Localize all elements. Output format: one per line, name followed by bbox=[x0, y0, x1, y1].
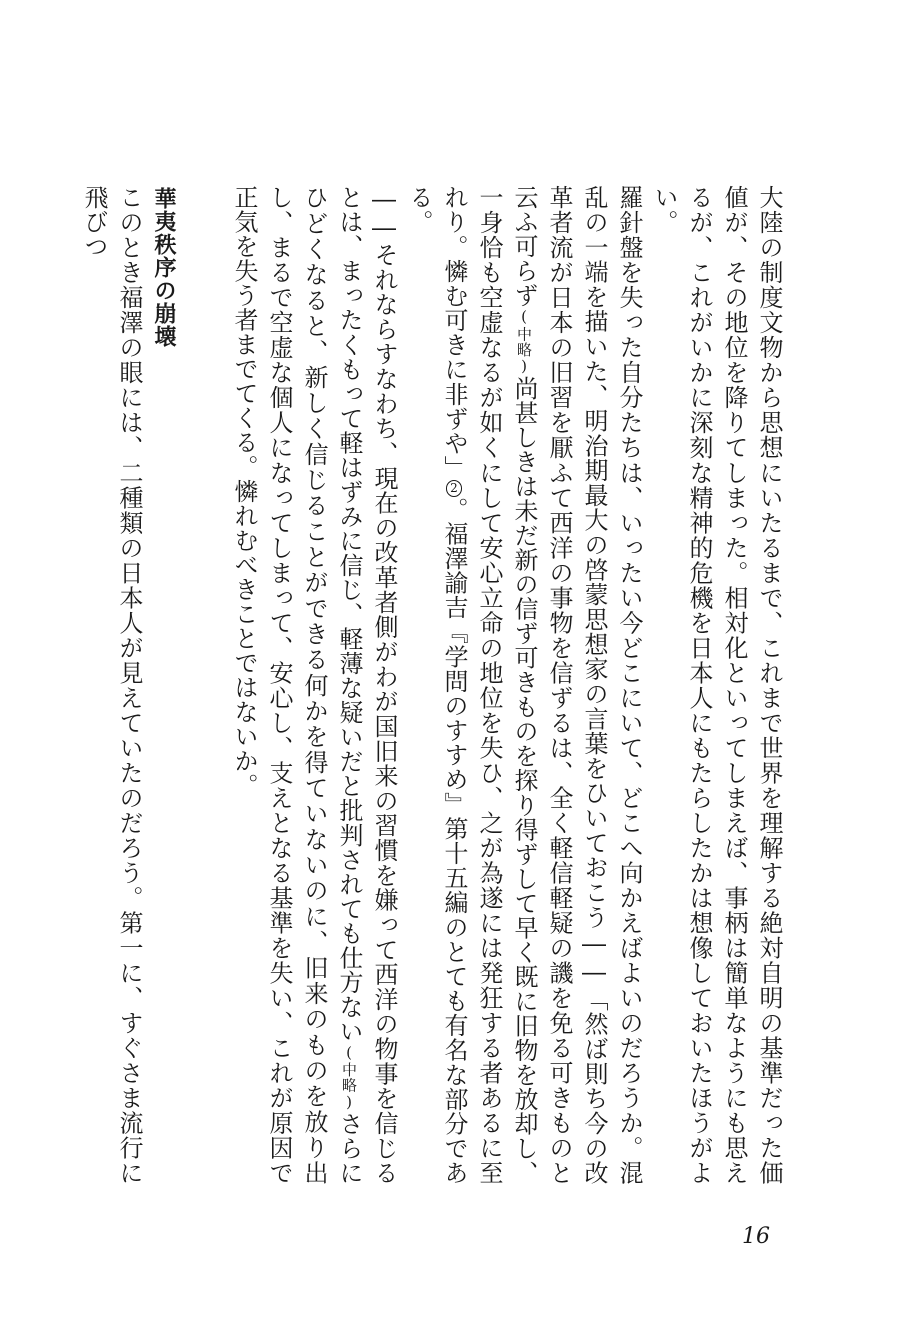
body-text bbox=[76, 185, 786, 1185]
page-number: 16 bbox=[742, 1224, 770, 1249]
paragraph bbox=[646, 185, 786, 1185]
paragraph-text: 大陸の制度文物から思想にいたるまで、これまで世界を理解する絶対自明の基準だった価値が、その地位を降りてしまった。相対化といってしまえば、事柄は簡単なようにも思えるが、これがいかに深刻な精神的危機を日本人にもたらしたかは想像しておいたほうがよい。 bbox=[650, 185, 783, 1185]
paragraph-text: ――それならすなわち、現在の改革者側がわが国旧来の習慣を嫌って西洋の物事を信じるとは、まったくもって軽はずみに信じ、軽薄な疑いだと批判されても仕方ない bbox=[335, 185, 398, 1186]
paragraph-text: 尚甚しきは未だ新の信ず可きものを探り得ずして早く既に旧物を放却し、一身恰も空虚なるが如くにして安心立命の地位を失ひ、之が為遂には発狂する者あるに至れり。憐む可きに非ずや」 bbox=[440, 185, 538, 1186]
paragraph bbox=[226, 185, 401, 1185]
footnote-ref[interactable]: 2 bbox=[447, 481, 461, 496]
paragraph-text: 。福澤諭吉『学問のすすめ』第十五編のとても有名な部分である。 bbox=[405, 185, 468, 1186]
paragraph-text: さらにひどくなると、新しく信じることができる何かを得ていないのに、旧来のものを放り出し、まるで空虚な個人になってしまって、安心し、支えとなる基準を失い、これが原因で正気を失う者までてくる。憐れむべきことではないか。 bbox=[230, 185, 363, 1186]
paragraph bbox=[401, 185, 646, 1185]
paragraph-text: 羅針盤を失った自分たちは、いったい今どこにいて、どこへ向かえばよいのだろうか。混乱の一端を描いた、明治期最大の啓蒙思想家の言葉をひいておこう――「然ば則ち今の改革者流が日本の旧習を厭ふて西洋の事物を信ずるは、全く軽信軽疑の譏を免る可きものと云ふ可らず bbox=[510, 185, 643, 1186]
paragraph-text: このとき福澤の眼には、二種類の日本人が見えていたのだろう。第一に、すぐさま流行に飛びつ bbox=[80, 185, 143, 1185]
section-heading: 華夷秩序の崩壊 bbox=[151, 187, 176, 348]
omission-note: (中略) bbox=[340, 1043, 358, 1112]
paragraph bbox=[76, 185, 146, 1185]
omission-note: (中略) bbox=[515, 307, 533, 376]
